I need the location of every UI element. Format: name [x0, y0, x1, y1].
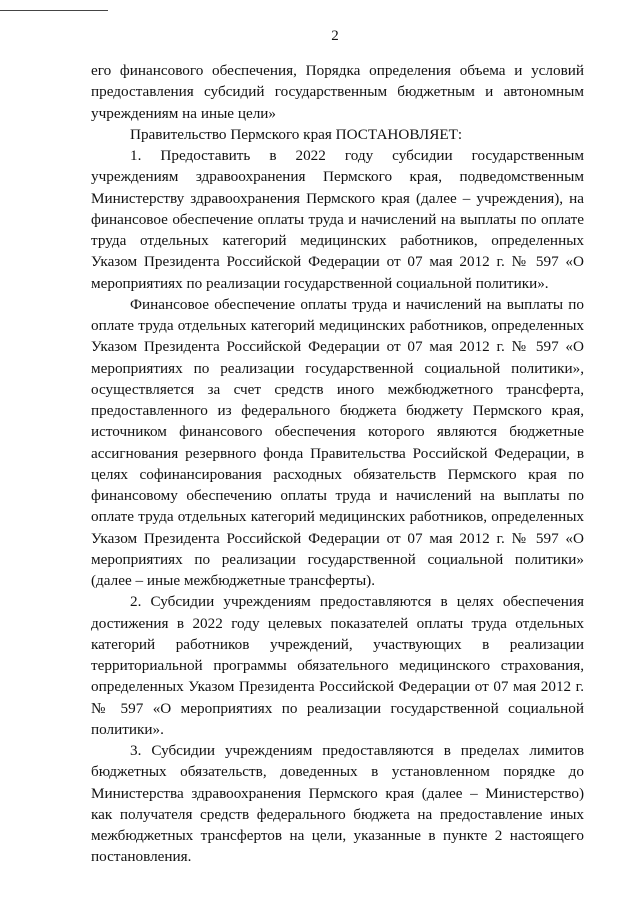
paragraph-item-3: 3. Субсидии учреждениям предоставляются в пределах лимитов бюджетных обязательств, доведенных в установленном порядке до Министерства здравоохранения Пермского края (далее – Министерство) как получателя средств федерального бюджета на предоставление иных межбюджетных трансфертов на цели, указанные в пункте 2 настоящего постановления. — [91, 742, 584, 866]
document-body — [91, 60, 584, 868]
paragraph-continuation: его финансового обеспечения, Порядка определения объема и условий предоставления субсидий государственным бюджетным и автономным учреждениям на иные цели» — [91, 62, 584, 122]
top-edge-rule — [0, 10, 108, 11]
paragraph-item-1: 1. Предоставить в 2022 году субсидии государственным учреждениям здравоохранения Пермского края, подведомственным Министерству здравоохранения Пермского края (далее – учреждения), на финансовое обеспечение оплаты труда и начислений на выплаты по оплате труда отдельных категорий медицинских работников, определенных Указом Президента Российской Федерации от 07 мая 2012 г. № 597 «О мероприятиях по реализации государственной социальной политики». — [91, 147, 584, 292]
paragraph-decree-statement: Правительство Пермского края ПОСТАНОВЛЯЕТ: — [130, 125, 463, 143]
paragraph-financing: Финансовое обеспечение оплаты труда и начислений на выплаты по оплате труда отдельных категорий медицинских работников, определенных Указом Президента Российской Федерации от 07 мая 2012 г. № 597 «О мероприятиях по реализации государственной социальной политики», осуществляется за счет средств иного межбюджетного трансферта, предоставленного из федерального бюджета бюджету Пермского края, источником финансового обеспечения которого являются бюджетные ассигнования резервного фонда Правительства Российской Федерации, в целях софинансирования расходных обязательств Пермского края по финансовому обеспечению оплаты труда и начислений на выплаты по оплате труда отдельных категорий медицинских работников, определенных Указом Президента Российской Федерации от 07 мая 2012 г. № 597 «О мероприятиях по реализации государственной социальной политики» (далее – иные межбюджетные трансферты). — [91, 295, 584, 589]
page-number: 2 — [331, 28, 339, 44]
paragraph-item-2: 2. Субсидии учреждениям предоставляются в целях обеспечения достижения в 2022 году целевых показателей оплаты труда отдельных категорий работников учреждений, участвующих в реализации территориальной программы обязательного медицинского страхования, определенных Указом Президента Российской Федерации от 07 мая 2012 г. № 597 «О мероприятиях по реализации государственной социальной политики». — [91, 593, 584, 738]
